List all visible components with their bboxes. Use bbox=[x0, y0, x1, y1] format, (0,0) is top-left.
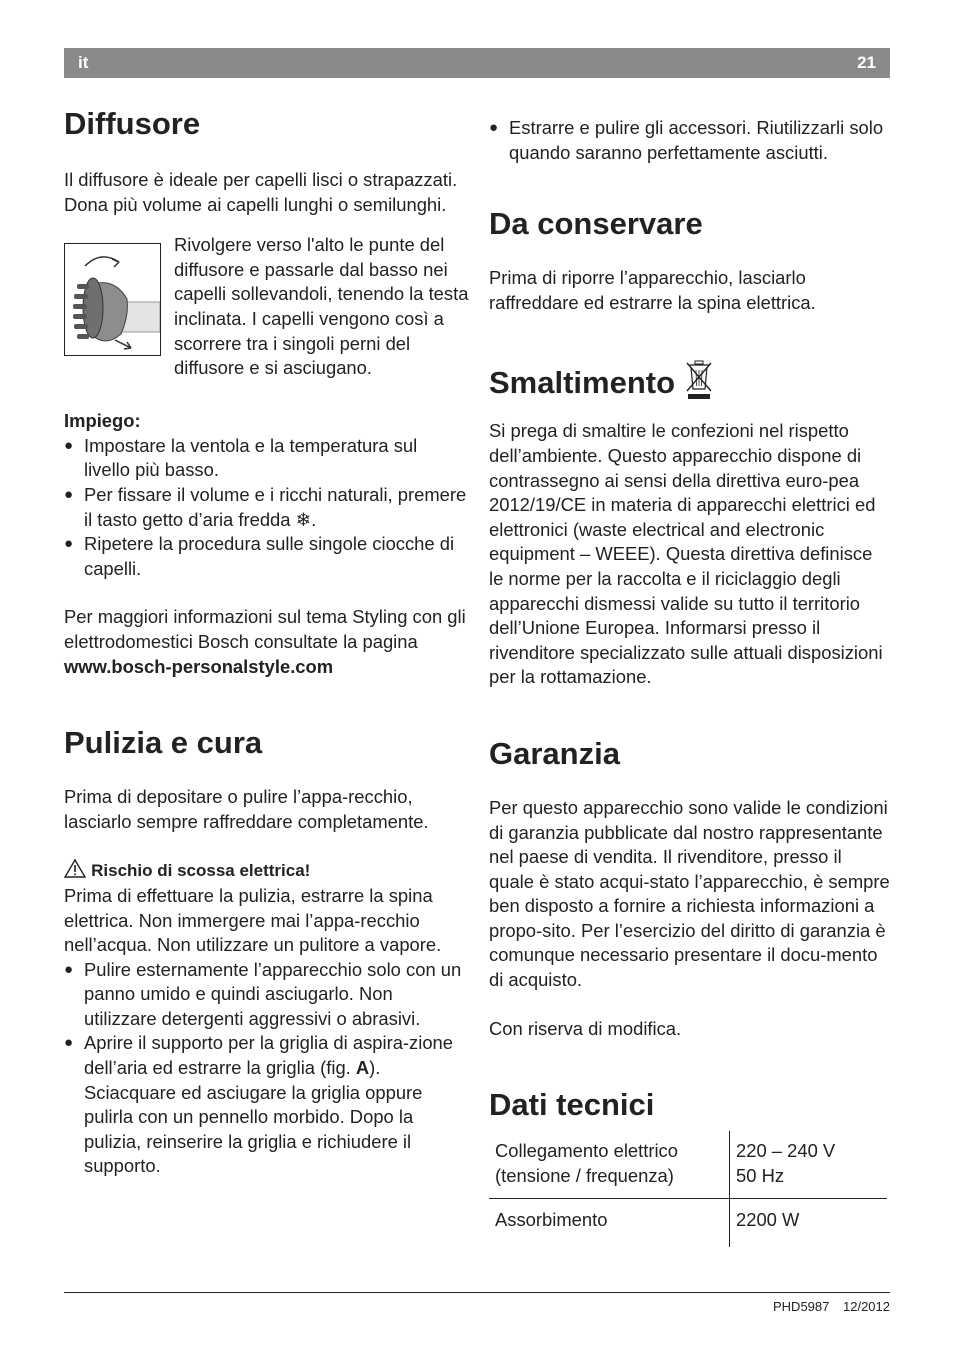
heading-smaltimento: Smaltimento bbox=[489, 359, 891, 403]
list-item: ● Ripetere la procedura sulle singole ciocche di capelli. bbox=[64, 532, 468, 581]
table-row bbox=[489, 1199, 887, 1247]
pulizia-intro: Prima di depositare o pulire l’appa-recchio, lasciarlo sempre raffreddare completamente. bbox=[64, 786, 429, 832]
warning-triangle-icon bbox=[64, 859, 86, 878]
list-item: ● Per fissare il volume e i ricchi naturali, premere il tasto getto d’aria fredda ❄. bbox=[64, 483, 468, 532]
modification-note: Con riserva di modifica. bbox=[489, 1017, 682, 1039]
footer bbox=[763, 1299, 890, 1314]
edition-date: 12/2012 bbox=[843, 1299, 890, 1314]
table-row bbox=[489, 1131, 887, 1199]
tech-data-table bbox=[489, 1131, 887, 1247]
styling-info: Per maggiori informazioni sul tema Styling con gli elettrodomestici Bosch consultate la pagina www.bosch-personalstyle.com bbox=[64, 606, 466, 677]
list-item: ● Aprire il supporto per la griglia di aspira-zione dell’aria ed estrarre la griglia (fig. A). Sciacquare ed asciugare la griglia oppure pulirla con un pennello morbido. Dopo la pulizia, reinserire la griglia e richiudere il supporto. bbox=[64, 1031, 468, 1179]
diffuser-instruction: Rivolgere verso l'alto le punte del diffusore e passarle dal basso nei capelli sollevandoli, tenendo la testa inclinata. I capelli vengono così a scorrere tra i singoli perni del diffusore e si asciugano. bbox=[174, 234, 469, 379]
footer-rule bbox=[64, 1292, 890, 1293]
diffuser-figure-row bbox=[64, 233, 468, 409]
warning-text: Prima di effettuare la pulizia, estrarre la spina elettrica. Non immergere mai l’appa-recchio nell’acqua. Non utilizzare un pulitore a vapore. bbox=[64, 884, 442, 956]
weee-bin-icon bbox=[684, 359, 714, 401]
garanzia-text: Per questo apparecchio sono valide le condizioni di garanzia pubblicate dal nostro rappresentante nel paese di vendita. Il rivenditore, presso il quale è stato acqui-stato l’apparecchio, è sempre ben disposto a fornire a richiesta informazioni a propo-sito. Per l’esercizio del diritto di garanzia è comunque necessario presentare il docu-mento di acquisto. bbox=[489, 796, 890, 991]
heading-pulizia: Pulizia e cura bbox=[64, 725, 263, 761]
heading-garanzia: Garanzia bbox=[489, 735, 620, 771]
heading-diffusore: Diffusore bbox=[64, 106, 201, 141]
snowflake-icon: ❄ bbox=[295, 508, 312, 530]
table-cell: 220 – 240 V 50 Hz bbox=[730, 1131, 888, 1199]
page-number: 21 bbox=[857, 53, 876, 72]
table-cell: Collegamento elettrico (tensione / frequenza) bbox=[489, 1131, 730, 1199]
table-cell: Assorbimento bbox=[489, 1199, 730, 1247]
heading-dati-tecnici: Dati tecnici bbox=[489, 1087, 655, 1123]
diffuser-illustration bbox=[64, 243, 161, 356]
diffusore-intro: Il diffusore è ideale per capelli lisci o strapazzati. Dona più volume ai capelli lunghi o semilunghi. bbox=[64, 169, 458, 215]
language-code: it bbox=[78, 53, 89, 72]
usage-label: Impiego: bbox=[64, 410, 141, 432]
table-cell: 2200 W bbox=[736, 1209, 800, 1231]
smaltimento-text: Si prega di smaltire le confezioni nel rispetto dell’ambiente. Questo apparecchio dispone di contrassegno ai sensi della direttiva euro-pea 2012/19/CE in materia di apparecchi elettrici ed elettronici (waste electrical and electronic equipment – WEEE). Questa direttiva definisce le norme per la raccolta e il riciclaggio degli apparecchi dismessi valide su tutto il territorio dell’Unione Europea. Informarsi presso il rivenditore specializzato sulle attuali disposizioni per la rottamazione. bbox=[489, 420, 883, 688]
heading-da-conservare: Da conservare bbox=[489, 206, 703, 242]
left-column bbox=[64, 104, 468, 1179]
list-item: ● Pulire esternamente l’apparecchio solo con un panno umido e quindi asciugarlo. Non utilizzare detergenti aggressivi o abrasivi. bbox=[64, 958, 468, 1032]
header-bar bbox=[64, 48, 890, 78]
model-number: PHD5987 bbox=[773, 1299, 830, 1314]
list-item: ● Estrarre e pulire gli accessori. Riutilizzarli solo quando saranno perfettamente asciutti. bbox=[489, 116, 891, 165]
warning-heading: Rischio di scossa elettrica! bbox=[64, 858, 468, 884]
diffuser-icon bbox=[65, 244, 160, 355]
website-link[interactable]: www.bosch-personalstyle.com bbox=[64, 655, 334, 677]
list-item: ● Impostare la ventola e la temperatura sul livello più basso. bbox=[64, 434, 468, 483]
conservare-text: Prima di riporre l’apparecchio, lasciarlo raffreddare ed estrarre la spina elettrica. bbox=[489, 267, 816, 313]
right-column bbox=[489, 116, 891, 1247]
